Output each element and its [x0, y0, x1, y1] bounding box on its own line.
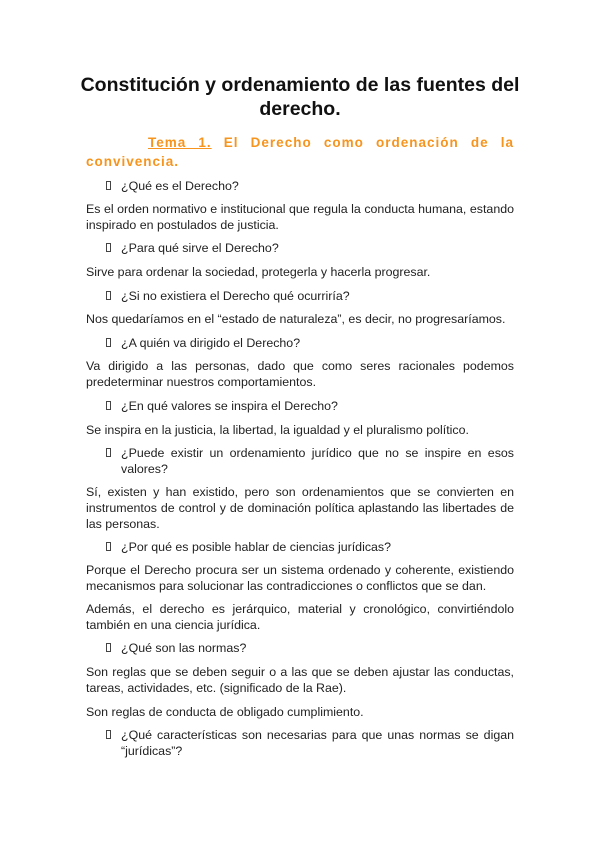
section-label: Tema 1. [148, 135, 212, 150]
question-text: ¿Qué características son necesarias para que unas normas se digan “jurídicas”? [121, 728, 514, 758]
question-text: ¿Por qué es posible hablar de ciencias jurídicas? [121, 540, 391, 554]
question-text: ¿Qué son las normas? [121, 641, 247, 655]
question-text: ¿Para qué sirve el Derecho? [121, 241, 279, 255]
bullet-icon [106, 643, 111, 652]
question-text: ¿Puede existir un ordenamiento jurídico que no se inspire en esos valores? [121, 446, 514, 476]
question-text: ¿En qué valores se inspira el Derecho? [121, 399, 338, 413]
question-item [106, 398, 514, 414]
answer-paragraph: Son reglas de conducta de obligado cumplimiento. [86, 705, 364, 719]
bullet-icon [106, 542, 111, 551]
bullet-icon [106, 448, 111, 457]
question-item [106, 640, 514, 656]
question-text: ¿Si no existiera el Derecho qué ocurriría? [121, 289, 350, 303]
bullet-icon [106, 338, 111, 347]
answer-paragraph: Se inspira en la justicia, la libertad, la igualdad y el pluralismo político. [86, 423, 469, 437]
section-heading [86, 133, 514, 171]
answer-paragraph: Sí, existen y han existido, pero son ordenamientos que se convierten en instrumentos de control y de dominación política aplastando las libertades de las personas. [86, 485, 514, 531]
answer-paragraph: Son reglas que se deben seguir o a las que se deben ajustar las conductas, tareas, actividades, etc. (significado de la Rae). [86, 665, 514, 695]
section-heading-text: El Derecho como ordenación de la convivencia. [86, 135, 514, 169]
question-item [106, 445, 514, 477]
bullet-icon [106, 291, 111, 300]
bullet-icon [106, 243, 111, 252]
question-item [106, 288, 514, 304]
question-item [106, 240, 514, 256]
question-item [106, 178, 514, 194]
bullet-icon [106, 730, 111, 739]
question-item [106, 335, 514, 351]
question-item [106, 539, 514, 555]
question-item [106, 727, 514, 759]
bullet-icon [106, 401, 111, 410]
bullet-icon [106, 181, 111, 190]
question-text: ¿A quién va dirigido el Derecho? [121, 336, 301, 350]
answer-paragraph: Nos quedaríamos en el “estado de naturaleza”, es decir, no progresaríamos. [86, 312, 506, 326]
answer-paragraph: Porque el Derecho procura ser un sistema ordenado y coherente, existiendo mecanismos para solucionar las contradicciones o conflictos que se dan. [86, 563, 514, 593]
answer-paragraph: Sirve para ordenar la sociedad, protegerla y hacerla progresar. [86, 265, 431, 279]
document-title: Constitución y ordenamiento de las fuentes del derecho. [80, 74, 520, 120]
answer-paragraph: Es el orden normativo e institucional que regula la conducta humana, estando inspirado en postulados de justicia. [86, 202, 514, 232]
answer-paragraph: Además, el derecho es jerárquico, material y cronológico, convirtiéndolo también en una ciencia jurídica. [86, 602, 514, 632]
question-text: ¿Qué es el Derecho? [121, 179, 239, 193]
answer-paragraph: Va dirigido a las personas, dado que como seres racionales podemos predeterminar nuestros comportamientos. [86, 359, 514, 389]
